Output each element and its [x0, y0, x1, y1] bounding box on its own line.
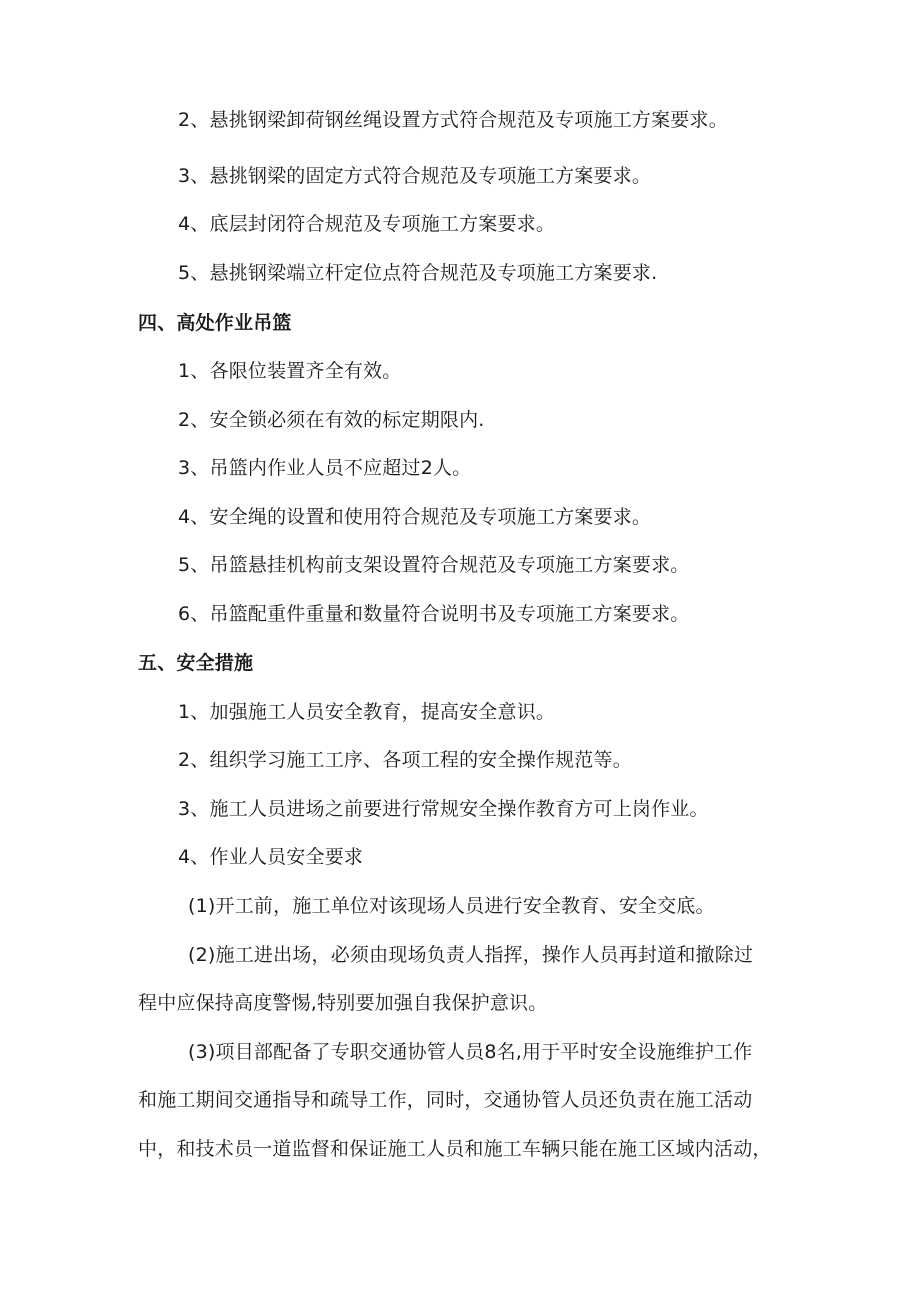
sub-item-line: 和施工期间交通指导和疏导工作，同时，交通协管人员还负责在施工活动 — [138, 1089, 753, 1111]
list-item: 2、安全锁必须在有效的标定期限内. — [178, 409, 485, 431]
list-item: 1、各限位装置齐全有效。 — [178, 360, 402, 382]
list-item: 3、悬挑钢梁的固定方式符合规范及专项施工方案要求。 — [178, 165, 652, 187]
sub-item-line: (2)施工进出场，必须由现场负责人指挥，操作人员再封道和撤除过 — [188, 944, 754, 966]
list-item: 4、底层封闭符合规范及专项施工方案要求。 — [178, 213, 556, 235]
sub-item-line: 程中应保持高度警惕,特别要加强自我保护意识。 — [138, 992, 548, 1014]
list-item: 4、安全绳的设置和使用符合规范及专项施工方案要求。 — [178, 506, 652, 528]
sub-item-line: (3)项目部配备了专职交通协管人员8名,用于平时安全设施维护工作 — [188, 1041, 753, 1063]
list-item: 2、悬挑钢梁卸荷钢丝绳设置方式符合规范及专项施工方案要求。 — [178, 109, 728, 131]
list-item: 4、作业人员安全要求 — [178, 846, 364, 868]
list-item: 1、加强施工人员安全教育，提高安全意识。 — [178, 701, 556, 723]
section-heading: 四、高处作业吊篮 — [138, 312, 292, 334]
list-item: 3、施工人员进场之前要进行常规安全操作教育方可上岗作业。 — [178, 798, 709, 820]
list-item: 5、悬挑钢梁端立杆定位点符合规范及专项施工方案要求. — [178, 262, 658, 284]
list-item: 5、吊篮悬挂机构前支架设置符合规范及专项施工方案要求。 — [178, 554, 690, 576]
list-item: 6、吊篮配重件重量和数量符合说明书及专项施工方案要求。 — [178, 603, 690, 625]
section-heading: 五、安全措施 — [138, 652, 254, 674]
sub-item: (1)开工前，施工单位对该现场人员进行安全教育、安全交底。 — [188, 895, 715, 917]
list-item: 3、吊篮内作业人员不应超过2人。 — [178, 457, 472, 479]
sub-item-line: 中，和技术员一道监督和保证施工人员和施工车辆只能在施工区域内活动， — [138, 1138, 772, 1160]
list-item: 2、组织学习施工工序、各项工程的安全操作规范等。 — [178, 749, 632, 771]
